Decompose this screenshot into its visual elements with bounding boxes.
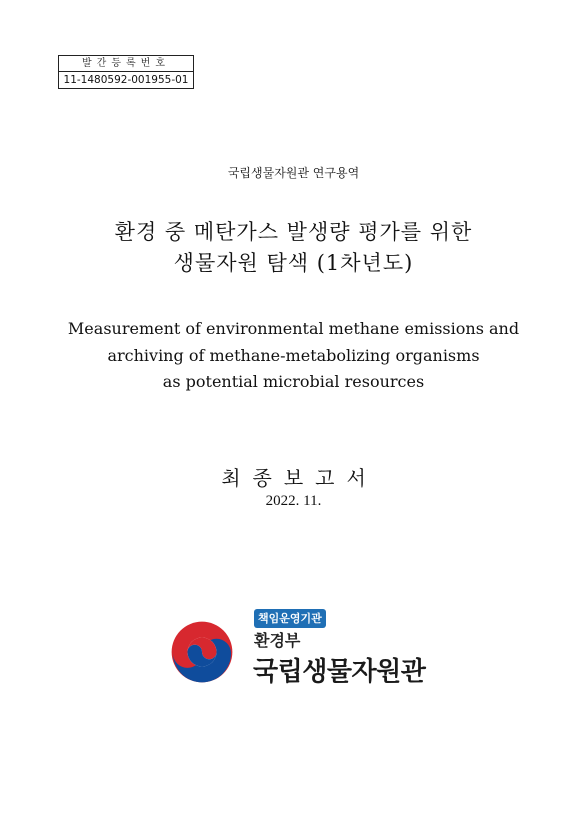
english-title-line3: as potential microbial resources: [162, 372, 425, 391]
ministry-name: 환경부: [254, 631, 301, 650]
report-type: 최종보고서: [221, 466, 378, 490]
registration-label: 발간등록번호: [59, 56, 193, 72]
org-label: 국립생물자원관 연구용역: [227, 166, 360, 180]
institute-name: 국립생물자원관: [253, 657, 426, 687]
korean-title-line1: 환경 중 메탄가스 발생량 평가를 위한: [114, 220, 473, 244]
registration-box: [58, 55, 194, 89]
english-title-line1: Measurement of environmental methane emissions and: [67, 319, 520, 338]
agency-badge: 책임운영기관: [254, 609, 326, 628]
korean-title: [0, 217, 587, 279]
english-title: [0, 316, 587, 396]
registration-number: 11-1480592-001955-01: [63, 74, 189, 86]
institute-logo: [165, 607, 426, 695]
english-title-line2: archiving of methane-metabolizing organisms: [107, 345, 480, 365]
taegeuk-emblem-icon: [169, 619, 235, 685]
report-date: 2022. 11.: [265, 493, 322, 509]
korean-title-line2: 생물자원 탐색 (1차년도): [173, 251, 414, 275]
